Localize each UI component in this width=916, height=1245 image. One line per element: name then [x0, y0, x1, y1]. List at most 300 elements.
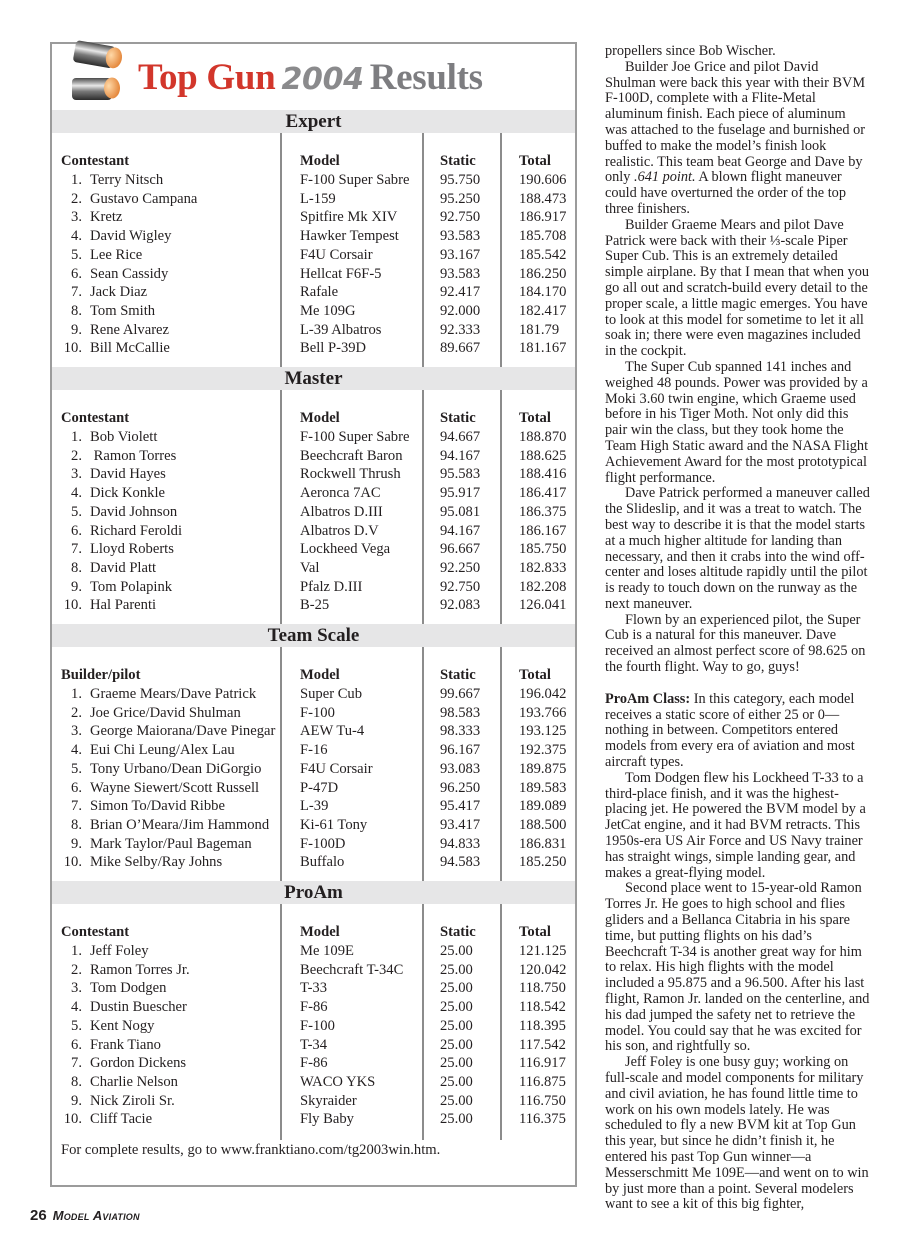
- title-results: Results: [369, 57, 483, 98]
- contestant-name: Rene Alvarez: [90, 321, 170, 338]
- static-score: 94.583: [440, 854, 481, 871]
- header-static: Static: [440, 153, 476, 169]
- model-name: Super Cub: [300, 686, 363, 702]
- static-score: 96.667: [440, 541, 481, 558]
- page-footer: [30, 1207, 140, 1224]
- header-static: Static: [440, 667, 476, 683]
- paragraph-lead: ProAm Class:: [605, 690, 691, 707]
- article-column: [605, 44, 870, 1213]
- static-score: 25.00: [440, 1092, 473, 1109]
- model-name: WACO YKS: [300, 1073, 376, 1090]
- page-number: 26: [30, 1207, 47, 1224]
- static-score: 96.167: [440, 742, 481, 759]
- article-paragraph: [605, 486, 870, 612]
- static-score: 94.167: [440, 447, 481, 464]
- static-score: 93.583: [440, 228, 481, 245]
- total-score: 184.170: [519, 284, 567, 301]
- rank: 7.: [71, 798, 82, 815]
- model-name: Hawker Tempest: [300, 228, 399, 245]
- model-name: Aeronca 7AC: [300, 485, 381, 502]
- rank: 8.: [71, 1073, 82, 1090]
- model-name: Hellcat F6F-5: [300, 265, 382, 282]
- static-score: 94.833: [440, 835, 481, 852]
- total-score: 120.042: [519, 961, 567, 978]
- title-main: Top Gun: [138, 57, 276, 98]
- table-row: [52, 321, 575, 340]
- static-score: 93.583: [440, 265, 481, 282]
- header-static: Static: [440, 410, 476, 426]
- table-row: [52, 208, 575, 227]
- table-row: [52, 741, 575, 760]
- paragraph-text: In this category, each model receives a static score of either 25 or 0—nothing in between. Competitors entered models from every era of aviation and most aircraft types.: [605, 690, 855, 771]
- header-name: Builder/pilot: [61, 667, 141, 683]
- rank: 9.: [71, 321, 82, 338]
- table-row: [52, 998, 575, 1017]
- article-paragraph: [605, 1055, 870, 1213]
- total-score: 182.208: [519, 578, 567, 595]
- header-name: Contestant: [61, 153, 130, 169]
- model-name: F4U Corsair: [300, 246, 373, 263]
- contestant-name: Gordon Dickens: [90, 1055, 187, 1072]
- table-row: [52, 1017, 575, 1036]
- total-score: 116.750: [519, 1092, 566, 1109]
- contestant-name: Tom Polapink: [90, 578, 173, 595]
- paragraph-text: Jeff Foley is one busy guy; working on full-scale and model components for military and civil aviation, he has found little time to work on his own models lately. He was scheduled to fly a new BVM kit at Top Gun this year, but since he didn’t finish it, he entered his past Top Gun winner—a Messerschmitt Me 109E—and went on to win by just more than a point. Several modelers want to see a kit of this big fighter,: [605, 1054, 869, 1213]
- table-row: [52, 816, 575, 835]
- rank: 6.: [71, 779, 82, 796]
- static-score: 95.081: [440, 503, 481, 520]
- total-score: 186.831: [519, 835, 567, 852]
- total-score: 193.125: [519, 723, 567, 740]
- section-heading: Expert: [52, 110, 575, 133]
- table-row: [52, 227, 575, 246]
- contestant-name: David Hayes: [90, 466, 166, 483]
- total-score: 116.875: [519, 1073, 566, 1090]
- rank: 5.: [71, 246, 82, 263]
- total-score: 182.417: [519, 302, 567, 319]
- table-row: [52, 265, 575, 284]
- section-heading: Master: [52, 367, 575, 390]
- table-row: [52, 1073, 575, 1092]
- contestant-name: Wayne Siewert/Scott Russell: [90, 779, 260, 796]
- section-heading: ProAm: [52, 881, 575, 904]
- static-score: 92.000: [440, 302, 481, 319]
- contestant-name: Mark Taylor/Paul Bageman: [90, 835, 252, 852]
- contestant-name: Lloyd Roberts: [90, 541, 174, 558]
- static-score: 94.167: [440, 522, 481, 539]
- contestant-name: Cliff Tacie: [90, 1111, 153, 1128]
- model-name: F-86: [300, 1055, 328, 1072]
- static-score: 25.00: [440, 1036, 473, 1053]
- model-name: Buffalo: [300, 854, 345, 871]
- rank: 9.: [71, 835, 82, 852]
- rank: 6.: [71, 265, 82, 282]
- table-row: [52, 339, 575, 358]
- static-score: 95.583: [440, 466, 481, 483]
- rank: 10.: [63, 1111, 82, 1128]
- table-row: [52, 522, 575, 541]
- rank: 1.: [71, 172, 82, 188]
- article-paragraph: [605, 692, 870, 771]
- contestant-name: Brian O’Meara/Jim Hammond: [90, 816, 270, 833]
- model-name: Skyraider: [300, 1092, 357, 1109]
- table-row: [52, 596, 575, 615]
- table-header: [52, 409, 575, 428]
- results-footnote: For complete results, go to www.franktiano.com/tg2003win.htm.: [61, 1142, 441, 1158]
- rank: 2.: [71, 190, 82, 207]
- results-table: [52, 390, 575, 626]
- results-section-expert: [52, 110, 575, 369]
- contestant-name: Tom Dodgen: [90, 980, 167, 997]
- results-section-team-scale: [52, 624, 575, 883]
- contestant-name: David Johnson: [90, 503, 178, 520]
- rank: 9.: [71, 578, 82, 595]
- table-row: [52, 1092, 575, 1111]
- total-score: 186.917: [519, 209, 567, 226]
- model-name: L-159: [300, 190, 336, 207]
- results-box: [50, 42, 577, 1187]
- section-heading: Team Scale: [52, 624, 575, 647]
- model-name: Pfalz D.III: [300, 578, 363, 595]
- static-score: 92.417: [440, 284, 481, 301]
- contestant-name: Kretz: [90, 209, 123, 226]
- total-score: 118.750: [519, 980, 566, 997]
- contestant-name: Joe Grice/David Shulman: [90, 704, 241, 721]
- article-paragraph: [605, 60, 870, 218]
- article-paragraph: [605, 613, 870, 676]
- rank: 3.: [71, 209, 82, 226]
- table-row: [52, 302, 575, 321]
- rank: 9.: [71, 1092, 82, 1109]
- contestant-name: Bob Violett: [90, 429, 158, 445]
- rank: 5.: [71, 760, 82, 777]
- model-name: L-39: [300, 798, 329, 815]
- total-score: 185.708: [519, 228, 567, 245]
- total-score: 117.542: [519, 1036, 566, 1053]
- total-score: 118.542: [519, 999, 566, 1016]
- header-name: Contestant: [61, 924, 130, 940]
- total-score: 186.250: [519, 265, 567, 282]
- rank: 7.: [71, 541, 82, 558]
- model-name: Beechcraft Baron: [300, 447, 403, 464]
- model-name: F4U Corsair: [300, 760, 373, 777]
- contestant-name: Tony Urbano/Dean DiGorgio: [90, 760, 262, 777]
- header-name: Contestant: [61, 410, 130, 426]
- table-row: [52, 428, 575, 447]
- contestant-name: George Maiorana/Dave Pinegar: [90, 723, 276, 740]
- total-score: 188.473: [519, 190, 567, 207]
- static-score: 92.750: [440, 578, 481, 595]
- paragraph-text: A blown flight maneuver could have overturned the order of the top three finishers.: [605, 169, 846, 217]
- total-score: 192.375: [519, 742, 567, 759]
- table-row: [52, 1036, 575, 1055]
- contestant-name: Dustin Buescher: [90, 999, 187, 1016]
- contestant-name: Kent Nogy: [90, 1017, 155, 1034]
- rank: 6.: [71, 522, 82, 539]
- static-score: 92.750: [440, 209, 481, 226]
- model-name: F-100: [300, 704, 335, 721]
- static-score: 25.00: [440, 1111, 473, 1128]
- rank: 5.: [71, 503, 82, 520]
- contestant-name: David Wigley: [90, 228, 172, 245]
- header-total: Total: [519, 667, 551, 683]
- static-score: 94.667: [440, 429, 481, 445]
- article-paragraph: [605, 218, 870, 360]
- table-header: [52, 152, 575, 171]
- rank: 2.: [71, 961, 82, 978]
- contestant-name: Tom Smith: [90, 302, 156, 319]
- static-score: 95.917: [440, 485, 481, 502]
- results-table: [52, 133, 575, 369]
- total-score: 186.375: [519, 503, 567, 520]
- total-score: 189.583: [519, 779, 567, 796]
- model-name: F-86: [300, 999, 328, 1016]
- static-score: 92.083: [440, 597, 481, 614]
- header-static: Static: [440, 924, 476, 940]
- header-model: Model: [300, 153, 340, 169]
- rank: 4.: [71, 999, 82, 1016]
- article-paragraph: [605, 881, 870, 1055]
- static-score: 89.667: [440, 340, 481, 357]
- table-row: [52, 503, 575, 522]
- rank: 4.: [71, 228, 82, 245]
- contestant-name: Graeme Mears/Dave Patrick: [90, 686, 257, 702]
- contestant-name: Frank Tiano: [90, 1036, 161, 1053]
- total-score: 186.167: [519, 522, 567, 539]
- table-header: [52, 923, 575, 942]
- paragraph-text: The Super Cub spanned 141 inches and weighed 48 pounds. Power was provided by a Moki 3.60 twin engine, which Graeme used before in his Tiger Moth. Not only did this pair win the class, but they took home the Team High Static award and the NASA Flight Achievement Award for the most prototypical flight performance.: [605, 358, 869, 486]
- contestant-name: Hal Parenti: [90, 597, 157, 614]
- emphasis-text: .641 point.: [634, 169, 696, 186]
- table-row: [52, 283, 575, 302]
- header-model: Model: [300, 667, 340, 683]
- model-name: AEW Tu-4: [300, 723, 365, 740]
- static-score: 99.667: [440, 686, 481, 702]
- rank: 8.: [71, 302, 82, 319]
- contestant-name: Jack Diaz: [90, 284, 148, 301]
- header-total: Total: [519, 924, 551, 940]
- table-row: [52, 484, 575, 503]
- table-header: [52, 666, 575, 685]
- table-row: [52, 779, 575, 798]
- static-score: 93.417: [440, 816, 481, 833]
- table-row: [52, 722, 575, 741]
- rank: 10.: [63, 597, 82, 614]
- contestant-name: Richard Feroldi: [90, 522, 183, 539]
- rank: 5.: [71, 1017, 82, 1034]
- header-model: Model: [300, 410, 340, 426]
- contestant-name: Mike Selby/Ray Johns: [90, 854, 223, 871]
- page-title: [138, 54, 483, 104]
- static-score: 98.583: [440, 704, 481, 721]
- model-name: F-100 Super Sabre: [300, 429, 410, 445]
- total-score: 116.917: [519, 1055, 566, 1072]
- model-name: F-100D: [300, 835, 346, 852]
- static-score: 93.083: [440, 760, 481, 777]
- static-score: 25.00: [440, 999, 473, 1016]
- contestant-name: David Platt: [90, 559, 157, 576]
- contestant-name: Sean Cassidy: [90, 265, 169, 282]
- model-name: Albatros D.III: [300, 503, 383, 520]
- rank: 1.: [71, 686, 82, 702]
- contestant-name: Bill McCallie: [90, 340, 170, 357]
- model-name: P-47D: [300, 779, 339, 796]
- contestant-name: Ramon Torres Jr.: [90, 961, 190, 978]
- table-row: [52, 246, 575, 265]
- model-name: B-25: [300, 597, 330, 614]
- contestant-name: Jeff Foley: [90, 943, 149, 959]
- contestant-name: Dick Konkle: [90, 485, 165, 502]
- results-table: [52, 904, 575, 1140]
- rank: 4.: [71, 485, 82, 502]
- table-row: [52, 853, 575, 872]
- paragraph-text: Tom Dodgen flew his Lockheed T-33 to a third-place finish, and it was the highest-placing jet. He powered the BVM model by a JetCat engine, and it had BVM retracts. This 1950s-era US Air Force and US Navy trainer has straight wings, simple landing gear, and makes a great-flying model.: [605, 769, 866, 881]
- static-score: 25.00: [440, 1073, 473, 1090]
- model-name: Lockheed Vega: [300, 541, 391, 558]
- total-score: 116.375: [519, 1111, 566, 1128]
- total-score: 196.042: [519, 686, 567, 702]
- article-paragraph: [605, 360, 870, 486]
- rank: 3.: [71, 980, 82, 997]
- table-row: [52, 979, 575, 998]
- total-score: 188.625: [519, 447, 567, 464]
- table-row: [52, 760, 575, 779]
- article-paragraph: [605, 771, 870, 882]
- static-score: 25.00: [440, 1055, 473, 1072]
- total-score: 193.766: [519, 704, 567, 721]
- static-score: 95.417: [440, 798, 481, 815]
- paragraph-text: Second place went to 15-year-old Ramon Torres Jr. He goes to high school and flies gliders and a Bellanca Citabria in his spare time, but putting flights on his dad’s Beechcraft T-34 is another great way for him to relax. His high flights with the model included a 95.875 and a 96.500. After his last flight, Ramon Jr. landed on the centerline, and his dad jumped the safety net to retrieve the model. You could say that he was excited for his son, and rightfully so.: [605, 880, 870, 1055]
- model-name: Spitfire Mk XIV: [300, 209, 398, 226]
- total-score: 185.750: [519, 541, 567, 558]
- contestant-name: Gustavo Campana: [90, 190, 198, 207]
- rank: 3.: [71, 723, 82, 740]
- total-score: 188.500: [519, 816, 567, 833]
- table-row: [52, 835, 575, 854]
- total-score: 188.416: [519, 466, 567, 483]
- rank: 1.: [71, 429, 82, 445]
- contestant-name: Charlie Nelson: [90, 1073, 178, 1090]
- table-row: [52, 1054, 575, 1073]
- static-score: 25.00: [440, 961, 473, 978]
- contestant-name: Lee Rice: [90, 246, 143, 263]
- static-score: 25.00: [440, 1017, 473, 1034]
- contestant-name: Eui Chi Leung/Alex Lau: [90, 742, 235, 759]
- contestant-name: Simon To/David Ribbe: [90, 798, 225, 815]
- table-row: [52, 961, 575, 980]
- table-row: [52, 797, 575, 816]
- model-name: Fly Baby: [300, 1111, 354, 1128]
- total-score: 186.417: [519, 485, 567, 502]
- total-score: 181.167: [519, 340, 567, 357]
- bullets-icon: [68, 36, 128, 108]
- rank: 10.: [63, 340, 82, 357]
- rank: 4.: [71, 742, 82, 759]
- table-row: [52, 685, 575, 704]
- table-row: [52, 447, 575, 466]
- contestant-name: Nick Ziroli Sr.: [90, 1092, 175, 1109]
- rank: 8.: [71, 816, 82, 833]
- paragraph-text: propellers since Bob Wischer.: [605, 43, 776, 59]
- rank: 10.: [63, 854, 82, 871]
- paragraph-text: Flown by an experienced pilot, the Super Cub is a natural for this maneuver. Dave received an almost perfect score of 98.625 on the fourth flight. Way to go, guys!: [605, 611, 866, 676]
- table-row: [52, 942, 575, 961]
- header-total: Total: [519, 153, 551, 169]
- total-score: 185.542: [519, 246, 567, 263]
- rank: 2.: [71, 704, 82, 721]
- model-name: F-100 Super Sabre: [300, 172, 410, 188]
- table-row: [52, 171, 575, 190]
- publication-name: Model Aviation: [52, 1208, 140, 1223]
- paragraph-text: Builder Joe Grice and pilot David Shulman were back this year with their BVM F-100D, complete with a Flite-Metal aluminum finish. Each piece of aluminum was attached to the fuselage and burnished or buffed to make the model’s finish look realistic. This team beat George and Dave by only: [605, 58, 866, 186]
- static-score: 25.00: [440, 980, 473, 997]
- model-name: L-39 Albatros: [300, 321, 382, 338]
- static-score: 95.250: [440, 190, 481, 207]
- rank: 3.: [71, 466, 82, 483]
- table-row: [52, 578, 575, 597]
- table-row: [52, 465, 575, 484]
- static-score: 25.00: [440, 943, 473, 959]
- paragraph-text: Dave Patrick performed a maneuver called the Slideslip, and it was a treat to watch. The best way to describe it is that the model starts at a much higher altitude for landing than necessary, and then it crabs into the wind off-center and loses altitude rapidly until the pilot is ready to touch down on the runway as the next maneuver.: [605, 485, 870, 612]
- paragraph-text: Builder Graeme Mears and pilot Dave Patrick were back with their ⅓-scale Piper Super Cub. This is an extremely detailed simple airplane. By that I mean that when you go all out and scratch-build every detail to the proper scale, a little magic emerges. You have to look at this model for sometime to let it all soak in; there were even magazines included in the cockpit.: [605, 216, 870, 360]
- rank: 1.: [71, 943, 82, 959]
- rank: 7.: [71, 1055, 82, 1072]
- article-paragraph: [605, 44, 870, 60]
- table-row: [52, 540, 575, 559]
- results-section-master: [52, 367, 575, 626]
- header-model: Model: [300, 924, 340, 940]
- title-year: 2004: [281, 62, 364, 97]
- total-score: 181.79: [519, 321, 560, 338]
- model-name: Ki-61 Tony: [300, 816, 368, 833]
- total-score: 189.875: [519, 760, 567, 777]
- table-row: [52, 190, 575, 209]
- model-name: T-33: [300, 980, 328, 997]
- model-name: Rafale: [300, 284, 339, 301]
- table-row: [52, 559, 575, 578]
- model-name: Beechcraft T-34C: [300, 961, 404, 978]
- total-score: 118.395: [519, 1017, 566, 1034]
- total-score: 190.606: [519, 172, 567, 188]
- model-name: F-16: [300, 742, 328, 759]
- rank: 2.: [71, 447, 82, 464]
- total-score: 185.250: [519, 854, 567, 871]
- results-table: [52, 647, 575, 883]
- model-name: T-34: [300, 1036, 328, 1053]
- rank: 6.: [71, 1036, 82, 1053]
- static-score: 95.750: [440, 172, 481, 188]
- contestant-name: Ramon Torres: [90, 447, 177, 464]
- static-score: 93.167: [440, 246, 481, 263]
- table-row: [52, 704, 575, 723]
- total-score: 182.833: [519, 559, 567, 576]
- contestant-name: Terry Nitsch: [90, 172, 164, 188]
- model-name: Albatros D.V: [300, 522, 379, 539]
- static-score: 92.250: [440, 559, 481, 576]
- results-section-proam: [52, 881, 575, 1140]
- model-name: Rockwell Thrush: [300, 466, 401, 483]
- table-row: [52, 1110, 575, 1129]
- model-name: Bell P-39D: [300, 340, 367, 357]
- model-name: Val: [300, 559, 320, 576]
- static-score: 98.333: [440, 723, 481, 740]
- model-name: Me 109G: [300, 302, 356, 319]
- model-name: F-100: [300, 1017, 335, 1034]
- total-score: 126.041: [519, 597, 567, 614]
- total-score: 188.870: [519, 429, 567, 445]
- total-score: 189.089: [519, 798, 567, 815]
- header-total: Total: [519, 410, 551, 426]
